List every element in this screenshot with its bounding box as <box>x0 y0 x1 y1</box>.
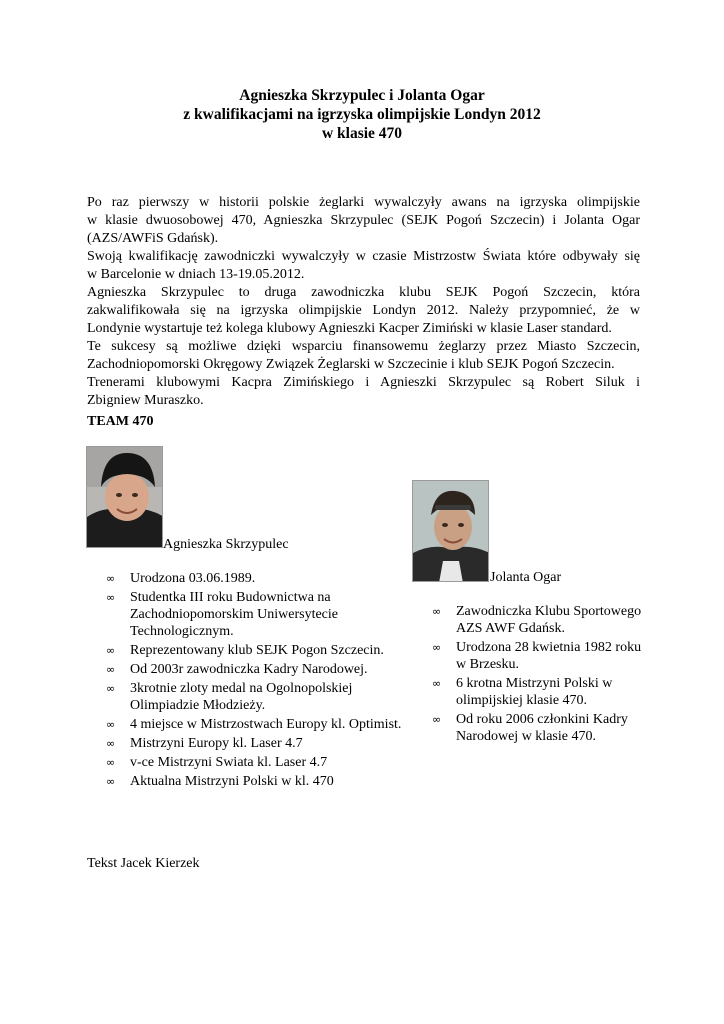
author-credit: Tekst Jacek Kierzek <box>87 856 200 871</box>
body-line: zakwalifikowała się na igrzyska olimpijskie Londyn 2012. Należy przypomnieć, że w <box>87 303 640 318</box>
list-item-text: Aktualna Mistrzyni Polski w kl. 470 <box>130 774 334 789</box>
document-title <box>80 86 644 143</box>
infinity-bullet-icon: ∞ <box>106 737 116 750</box>
list-item <box>106 716 406 733</box>
list-item <box>432 603 642 637</box>
list-item-text: Reprezentowany klub SEJK Pogon Szczecin. <box>130 643 384 658</box>
article-body <box>87 194 640 410</box>
infinity-bullet-icon: ∞ <box>106 644 116 657</box>
list-item <box>106 661 406 678</box>
body-line: Zachodniopomorski Okręgowy Związek Żeglarski w Szczecinie i klub SEJK Pogoń Szczecin. <box>87 357 615 372</box>
title-line-3: w klasie 470 <box>321 125 403 142</box>
list-item-text: v-ce Mistrzyni Swiata kl. Laser 4.7 <box>130 755 328 770</box>
athlete-photo-ogar <box>412 480 489 582</box>
athlete2-name: Jolanta Ogar <box>490 570 562 585</box>
list-item-text: Urodzona 28 kwietnia 1982 roku w Brzesku. <box>456 640 642 672</box>
list-item <box>106 680 406 714</box>
infinity-bullet-icon: ∞ <box>106 591 116 604</box>
athlete1-facts-list <box>106 570 406 792</box>
list-item-text: 4 miejsce w Mistrzostwach Europy kl. Optimist. <box>130 717 402 732</box>
infinity-bullet-icon: ∞ <box>106 775 116 788</box>
body-line: Londynie wystartuje też kolega klubowy Agnieszki Kacper Zimiński w klasie Laser standard. <box>87 321 612 336</box>
infinity-bullet-icon: ∞ <box>432 713 442 726</box>
list-item-text: Od 2003r zawodniczka Kadry Narodowej. <box>130 662 368 677</box>
body-line: (AZS/AWFiS Gdańsk). <box>87 231 219 246</box>
list-item <box>106 642 406 659</box>
portrait-image <box>413 481 489 582</box>
list-item <box>106 589 406 640</box>
athlete1-name: Agnieszka Skrzypulec <box>163 537 289 552</box>
athlete-photo-skrzypulec <box>86 446 163 548</box>
body-line: Agnieszka Skrzypulec to druga zawodniczka klubu SEJK Pogoń Szczecin, która <box>87 285 640 300</box>
list-item-text: Od roku 2006 członkini Kadry Narodowej w klasie 470. <box>456 712 628 744</box>
list-item <box>106 735 406 752</box>
infinity-bullet-icon: ∞ <box>106 756 116 769</box>
athlete2-facts-list <box>432 603 642 747</box>
infinity-bullet-icon: ∞ <box>106 572 116 585</box>
list-item <box>432 711 642 745</box>
body-line: Te sukcesy są możliwe dzięki wsparciu finansowemu żeglarzy przez Miasto Szczecin, <box>87 339 640 354</box>
infinity-bullet-icon: ∞ <box>106 718 116 731</box>
body-line: Zbigniew Muraszko. <box>87 393 204 408</box>
list-item <box>432 639 642 673</box>
list-item <box>106 773 406 790</box>
infinity-bullet-icon: ∞ <box>106 682 116 695</box>
list-item-text: Studentka III roku Budownictwa na Zachodniopomorskim Uniwersytecie Technologicznym. <box>130 590 339 639</box>
title-line-2: z kwalifikacjami na igrzyska olimpijskie Londyn 2012 <box>183 106 541 123</box>
title-line-1: Agnieszka Skrzypulec i Jolanta Ogar <box>239 87 485 104</box>
list-item-text: Urodzona 03.06.1989. <box>130 571 256 586</box>
list-item-text: 3krotnie zloty medal na Ogolnopolskiej Olimpiadzie Młodzieży. <box>130 681 353 713</box>
body-line: w klasie dwuosobowej 470, Agnieszka Skrzypulec (SEJK Pogoń Szczecin) i Jolanta Ogar <box>87 213 640 228</box>
body-line: Swoją kwalifikację zawodniczki wywalczyły w czasie Mistrzostw Świata które odbywały się <box>87 249 640 264</box>
body-line: Po raz pierwszy w historii polskie żeglarki wywalczyły awans na igrzyska olimpijskie <box>87 195 640 210</box>
infinity-bullet-icon: ∞ <box>432 605 442 618</box>
list-item-text: 6 krotna Mistrzyni Polski w olimpijskiej klasie 470. <box>456 676 613 708</box>
list-item-text: Mistrzyni Europy kl. Laser 4.7 <box>130 736 303 751</box>
list-item <box>106 570 406 587</box>
infinity-bullet-icon: ∞ <box>106 663 116 676</box>
infinity-bullet-icon: ∞ <box>432 641 442 654</box>
list-item <box>106 754 406 771</box>
infinity-bullet-icon: ∞ <box>432 677 442 690</box>
portrait-image <box>87 447 163 548</box>
team-heading: TEAM 470 <box>87 414 154 429</box>
list-item <box>432 675 642 709</box>
body-line: w Barcelonie w dniach 13-19.05.2012. <box>87 267 305 282</box>
body-line: Trenerami klubowymi Kacpra Zimińskiego i Agnieszki Skrzypulec są Robert Siluk i <box>87 375 640 390</box>
list-item-text: Zawodniczka Klubu Sportowego AZS AWF Gdańsk. <box>456 604 642 636</box>
